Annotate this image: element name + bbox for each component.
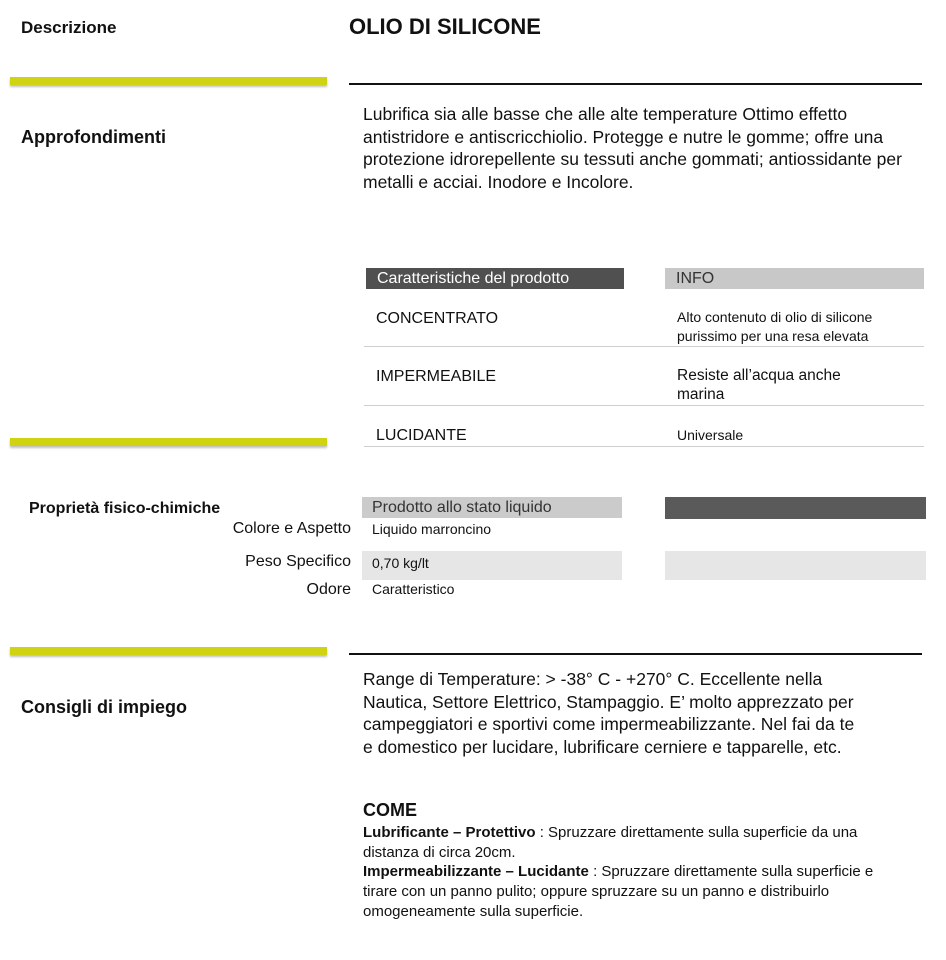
method-title: Lubrificante – Protettivo: [363, 824, 536, 841]
description-label: Descrizione: [21, 18, 117, 37]
approfondimenti-label: Approfondimenti: [21, 127, 166, 147]
approfondimenti-text: Lubrifica sia alle basse che alle alte temperature Ottimo effetto antistridore e antiscricchiolio. Protegge e nutre le gomme; offre una protezione idrorepellente su tessuti anche gommati; antiossidante per metalli e acciai. Inodore e Incolore.: [363, 104, 902, 192]
method-item: [363, 862, 908, 922]
divider-2: [349, 653, 922, 655]
char-name: IMPERMEABILE: [376, 368, 497, 385]
accent-bar-2: [10, 438, 327, 446]
property-value: Caratteristico: [372, 581, 455, 597]
row-divider: [364, 446, 924, 447]
come-heading: COME: [363, 800, 417, 820]
char-info: Resiste all’acqua anche marina: [677, 367, 841, 403]
properties-label: Proprietà fisico-chimiche: [29, 500, 221, 517]
method-desc: : Spruzzare direttamente sulla superficie e tirare con un panno pulito; oppure spruzzare su un panno e distribuirlo omogeneamente sulla superficie.: [363, 863, 874, 920]
char-name: LUCIDANTE: [376, 427, 467, 444]
property-label: Colore e Aspetto: [232, 520, 351, 537]
properties-header-dark: [665, 497, 926, 519]
accent-bar-3: [10, 647, 327, 655]
property-label: Odore: [306, 581, 351, 598]
property-value: Liquido marroncino: [372, 521, 492, 537]
property-label: Peso Specifico: [245, 553, 351, 570]
char-name: CONCENTRATO: [376, 310, 499, 327]
product-title: OLIO DI SILICONE: [349, 14, 541, 39]
char-info: Universale: [677, 427, 744, 443]
usage-label: Consigli di impiego: [21, 697, 187, 717]
usage-text: Range di Temperature: > -38° C - +270° C. Eccellente nella Nautica, Settore Elettrico, Stampaggio. E’ molto apprezzato per campeggiatori e sportivi come impermeabilizzante. Nel fai da te e domestico per lucidare, lubrificare cerniere e tapparelle, etc.: [363, 669, 855, 757]
property-value: 0,70 kg/lt: [372, 555, 429, 571]
characteristics-header: Caratteristiche del prodotto: [366, 268, 624, 289]
properties-header: Prodotto allo stato liquido: [362, 497, 622, 518]
method-desc: : Spruzzare direttamente sulla superficie da una distanza di circa 20cm.: [363, 824, 858, 861]
method-item: [363, 823, 908, 863]
divider-1: [349, 83, 922, 85]
accent-bar-1: [10, 77, 327, 85]
method-title: Impermeabilizzante – Lucidante: [363, 863, 589, 880]
row-shade: [665, 551, 926, 580]
row-divider: [364, 346, 924, 347]
row-divider: [364, 405, 924, 406]
info-header: INFO: [665, 268, 924, 289]
char-info: Alto contenuto di olio di silicone purissimo per una resa elevata: [677, 309, 873, 344]
